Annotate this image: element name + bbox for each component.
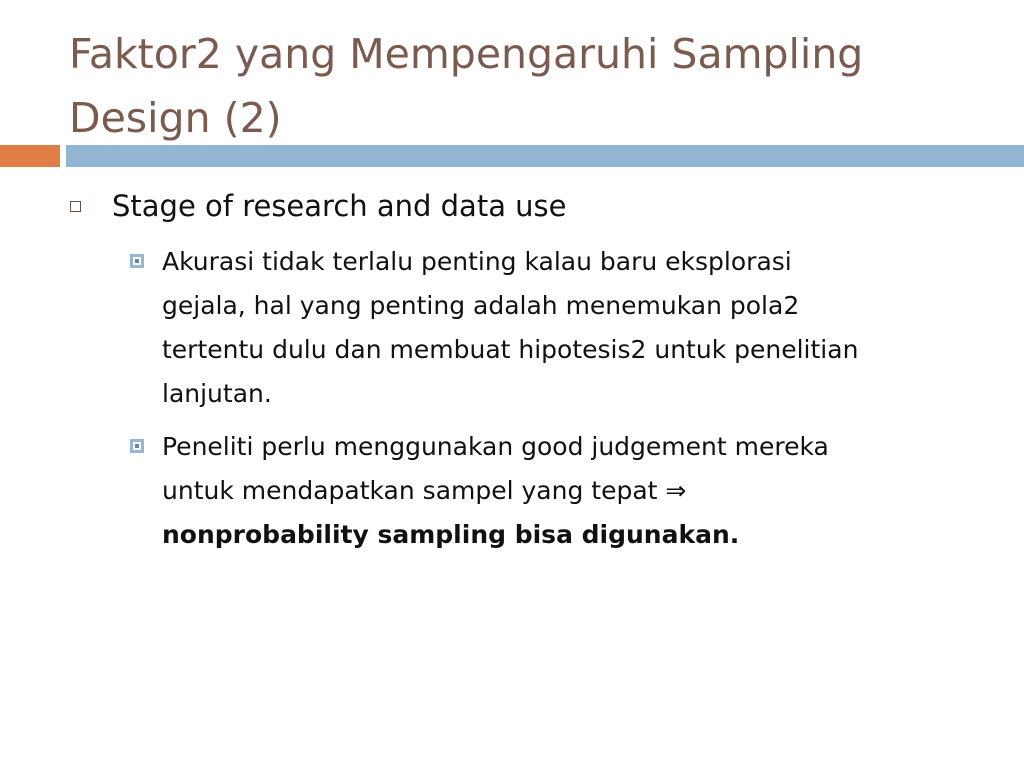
sub-bullet-1-text [162,240,962,416]
slide-title-line-2: Design (2) [69,94,282,142]
slide-title-line-1: Faktor2 yang Mempengaruhi Sampling [69,30,864,78]
sub-bullet-2-text [162,425,962,557]
sub-bullet-2-bold-line: nonprobability sampling bisa digunakan. [162,520,740,549]
hollow-square-icon [70,201,81,212]
title-accent-bar [0,145,60,167]
framed-square-icon [130,439,144,453]
slide-title [69,22,989,150]
sub-bullet-1-line-3: tertentu dulu dan membuat hipotesis2 untuk penelitian [162,335,859,364]
bullet-level1-text: Stage of research and data use [112,189,567,223]
title-divider-bar [66,145,1024,167]
sub-bullet-1-line-1: Akurasi tidak terlalu penting kalau baru eksplorasi [162,247,792,276]
sub-bullet-1-line-4: lanjutan. [162,379,272,408]
framed-square-icon [130,254,144,268]
sub-bullet-1-line-2: gejala, hal yang penting adalah menemukan pola2 [162,291,800,320]
sub-bullet-2-line-2: untuk mendapatkan sampel yang tepat ⇒ [162,476,687,505]
sub-bullet-2-line-1: Peneliti perlu menggunakan good judgement mereka [162,432,829,461]
